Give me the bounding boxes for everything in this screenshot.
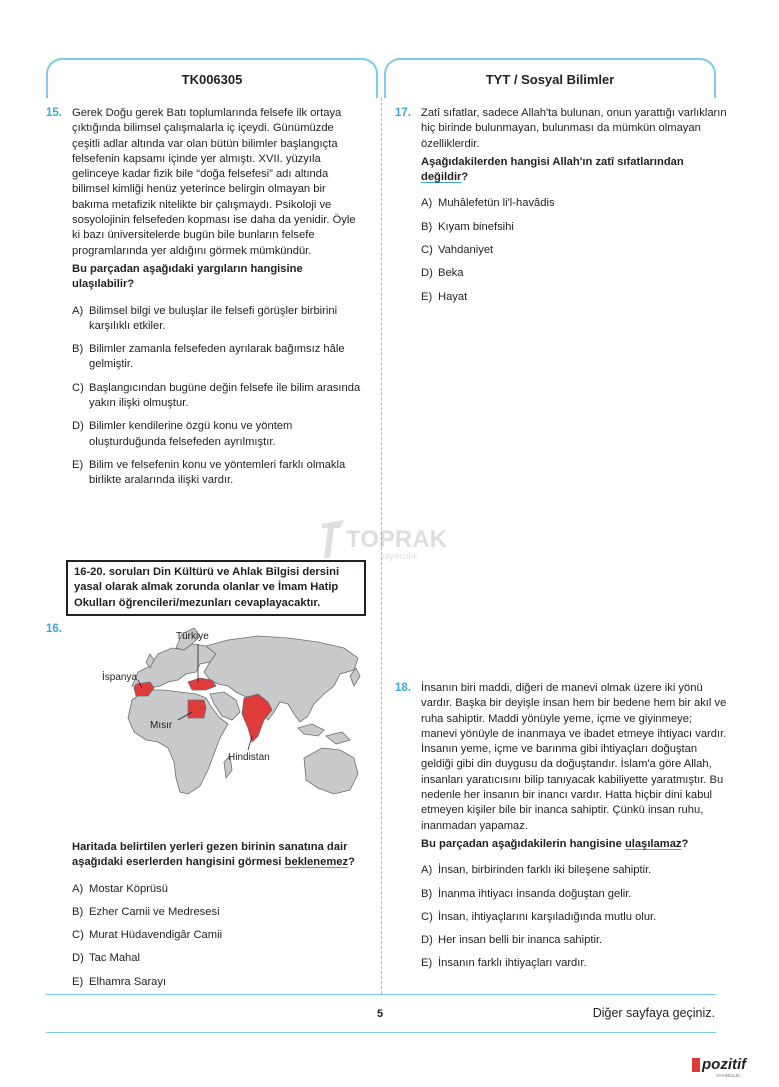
world-map (88, 624, 364, 824)
question-passage: Zatî sıfatlar, sadece Allah'ta bulunan, onun yarattığı varlıkların hiç birinde bulunmayan, bulunması da mümkün olmayan özelliklerdir. (421, 107, 727, 150)
notice-text: 16-20. soruları Din Kültürü ve Ahlak Bilgisi dersini yasal olarak almak zorunda olanlar ve İmam Hatip Okulları öğrencileri/mezunları cevaplayacaktır. (74, 566, 340, 609)
pointer-india (248, 736, 252, 750)
footer-rule-top (46, 994, 716, 995)
option-c[interactable] (421, 910, 729, 925)
page-number: 5 (376, 1008, 384, 1020)
stem-emphasis: değildir (421, 171, 462, 184)
option-letter: A) (421, 864, 433, 877)
option-a[interactable] (421, 863, 729, 878)
option-e[interactable] (421, 956, 729, 971)
option-list (72, 304, 362, 489)
question-stem (72, 840, 376, 871)
stem-text: Bu parçadan aşağıdakilerin hangisine (421, 837, 625, 850)
watermark-name: TOPRAK (346, 526, 447, 553)
watermark-sub: yayıncılık (380, 551, 418, 561)
watermark-mark (322, 520, 344, 558)
booklet-code: TK006305 (181, 71, 243, 87)
stem-end: ? (348, 856, 355, 869)
test-title: TYT / Sosyal Bilimler (485, 71, 615, 87)
option-c[interactable] (72, 381, 362, 412)
option-text: Her insan belli bir inanca sahiptir. (438, 934, 603, 947)
stem-emphasis: ulaşılamaz (624, 837, 682, 850)
option-text: Bilimsel bilgi ve buluşlar ile felsefi görüşler birbirini karşılıklı etkiler. (89, 304, 338, 332)
option-letter: D) (421, 934, 433, 947)
option-d[interactable] (421, 266, 729, 281)
option-letter: E) (421, 290, 433, 303)
option-text: Vahdaniyet (438, 244, 494, 257)
map-islands-2 (326, 732, 350, 744)
option-letter: D) (72, 952, 84, 965)
option-text: Beka (438, 267, 464, 280)
map-label-turkey: Türkiye (176, 631, 209, 642)
notice-box (66, 560, 366, 616)
question-15 (46, 106, 362, 497)
map-label-india: Hindistan (228, 752, 270, 763)
option-b[interactable] (421, 887, 729, 902)
question-stem (421, 155, 729, 186)
option-text: Bilim ve felsefenin konu ve yöntemleri farklı olmakla birlikte aralarında ilişki vardır. (89, 458, 346, 487)
option-e[interactable] (72, 458, 362, 489)
option-text: Murat Hüdavendigâr Camii (89, 929, 223, 942)
map-islands-1 (298, 724, 324, 736)
stem-end: ? (461, 171, 469, 184)
option-e[interactable] (421, 290, 729, 305)
option-text: Ezher Camii ve Medresesi (89, 905, 220, 918)
question-number: 18. (395, 682, 411, 694)
logo-sub: YAYINCILIK (716, 1073, 741, 1078)
question-16-stem-block (46, 840, 376, 998)
option-text: Muhâlefetün li'l-havâdis (438, 197, 555, 210)
option-letter: A) (421, 197, 433, 210)
option-text: İnanma ihtiyacı insanda doğuştan gelir. (438, 887, 632, 900)
option-a[interactable] (421, 196, 729, 211)
option-letter: C) (421, 910, 433, 923)
question-stem: Bu parçadan aşağıdaki yargıların hangisine ulaşılabilir? (72, 262, 303, 291)
stem-text: Haritada belirtilen yerleri gezen birinin sanatına dair aşağıdaki eserlerden hangisini görmesi (72, 841, 348, 869)
option-letter: D) (421, 267, 433, 280)
option-text: İnsan, birbirinden farklı iki bileşene sahiptir. (438, 864, 652, 877)
map-turkey-highlight (188, 678, 216, 690)
option-text: İnsan, ihtiyaçlarını karşıladığında mutlu olur. (438, 910, 657, 923)
map-label-spain: İspanya (102, 672, 138, 683)
question-passage: Gerek Doğu gerek Batı toplumlarında felsefe ilk ortaya çıktığında bilimsel çalışmalarla iç içeydi. Günümüzde çeşitli adlar altında var olan bütün bilimler başlangıçta felsefenin kapsamı içinde yer almıştı. XVII. yüzyıla gelinceye kadar fizik bile “doğa felsefesi” adı altında bilimsel kimliği henüz yeterince belirgin olmayan bir bakıma metafizik nitelikte bir çalışmaydı. Psikoloji ve sosyolojinin felsefeden kopması ise daha da yenidir. Öyle ki bazı üniversitelerde bugün bile bunların felsefe programlarında yer aldığını görmek mümkündür. (72, 107, 356, 257)
question-number: 17. (395, 107, 411, 119)
option-letter: B) (421, 220, 433, 233)
map-label-egypt: Mısır (150, 720, 173, 731)
option-a[interactable] (72, 304, 362, 335)
option-letter: A) (72, 304, 84, 317)
option-d[interactable] (72, 419, 362, 450)
question-passage: İnsanın biri maddi, diğeri de manevi olmak üzere iki yönü vardır. Başka bir deyişle insan hem bir bedene hem bir akıl ve ruha sahiptir. Maddi yönüyle yeme, içme ve giyinmeye; manevi yönüyle de inanmaya ve ibadet etmeye ihtiyacı vardır. İnsanın yeme, içme ve barınma gibi ihtiyaçları doğuştan geldiği gibi din duygusu da doğuştandır. İslam'a göre Allah, insanları yaratıcısını bilip tanıyacak kabiliyette yaratmıştır. Bu nedenle her insanın bir inancı vardır. Hatta hiçbir dini kabul etmeyen kişiler bile bir inanca sahiptir. Çünkü insan ruhu, inanmadan yapamaz. (421, 682, 727, 832)
option-list (421, 863, 729, 971)
stem-text: Aşağıdakilerden hangisi Allah'ın zatî sıfatlarından (421, 155, 684, 168)
option-text: İnsanın farklı ihtiyaçları vardır. (438, 957, 587, 970)
option-text: Bilimler zamanla felsefeden ayrılarak bağımsız hâle gelmiştir. (89, 343, 345, 371)
option-text: Tac Mahal (89, 952, 140, 965)
option-letter: C) (72, 929, 84, 942)
question-stem (421, 837, 729, 852)
option-d[interactable] (72, 951, 376, 966)
option-list (421, 196, 729, 304)
option-text: Mostar Köprüsü (89, 882, 168, 895)
option-letter: E) (72, 975, 84, 988)
map-egypt-highlight (188, 700, 206, 718)
question-18 (395, 681, 729, 980)
option-b[interactable] (72, 905, 376, 920)
option-letter: C) (421, 244, 433, 257)
option-c[interactable] (421, 243, 729, 258)
logo-mark (692, 1058, 700, 1072)
option-letter: E) (421, 957, 433, 970)
option-letter: C) (72, 381, 84, 394)
publisher-watermark (318, 514, 448, 566)
option-letter: E) (72, 458, 84, 471)
option-text: Bilimler kendilerine özgü konu ve yöntem oluşturduğunda felsefeden ayrılmıştır. (89, 420, 293, 448)
footer-rule-bottom (46, 1032, 716, 1033)
option-letter: B) (72, 343, 84, 356)
publisher-logo (690, 1052, 770, 1080)
logo-text: pozitif (702, 1056, 747, 1073)
question-number: 16. (46, 623, 62, 635)
option-d[interactable] (421, 933, 729, 948)
option-a[interactable] (72, 882, 376, 897)
map-africa (128, 690, 228, 794)
stem-emphasis: beklenemez (284, 856, 349, 869)
option-letter: D) (72, 420, 84, 433)
option-text: Hayat (438, 290, 468, 303)
header-booklet-code (46, 58, 378, 98)
next-page-note: Diğer sayfaya geçiniz. (592, 1006, 715, 1020)
stem-end: ? (681, 837, 689, 850)
option-text: Başlangıcından bugüne değin felsefe ile bilim arasında yakın ilişki olmuştur. (89, 381, 361, 410)
option-text: Kıyam binefsihi (438, 220, 514, 233)
option-letter: A) (72, 882, 84, 895)
option-b[interactable] (421, 220, 729, 235)
option-list (72, 882, 376, 990)
question-17 (395, 106, 729, 313)
header-test-title (384, 58, 716, 98)
option-letter: B) (72, 905, 84, 918)
option-b[interactable] (72, 342, 362, 373)
option-text: Elhamra Sarayı (89, 975, 167, 988)
option-c[interactable] (72, 928, 376, 943)
option-letter: B) (421, 887, 433, 900)
question-number: 15. (46, 107, 62, 119)
map-australia (304, 748, 358, 794)
option-e[interactable] (72, 975, 376, 990)
